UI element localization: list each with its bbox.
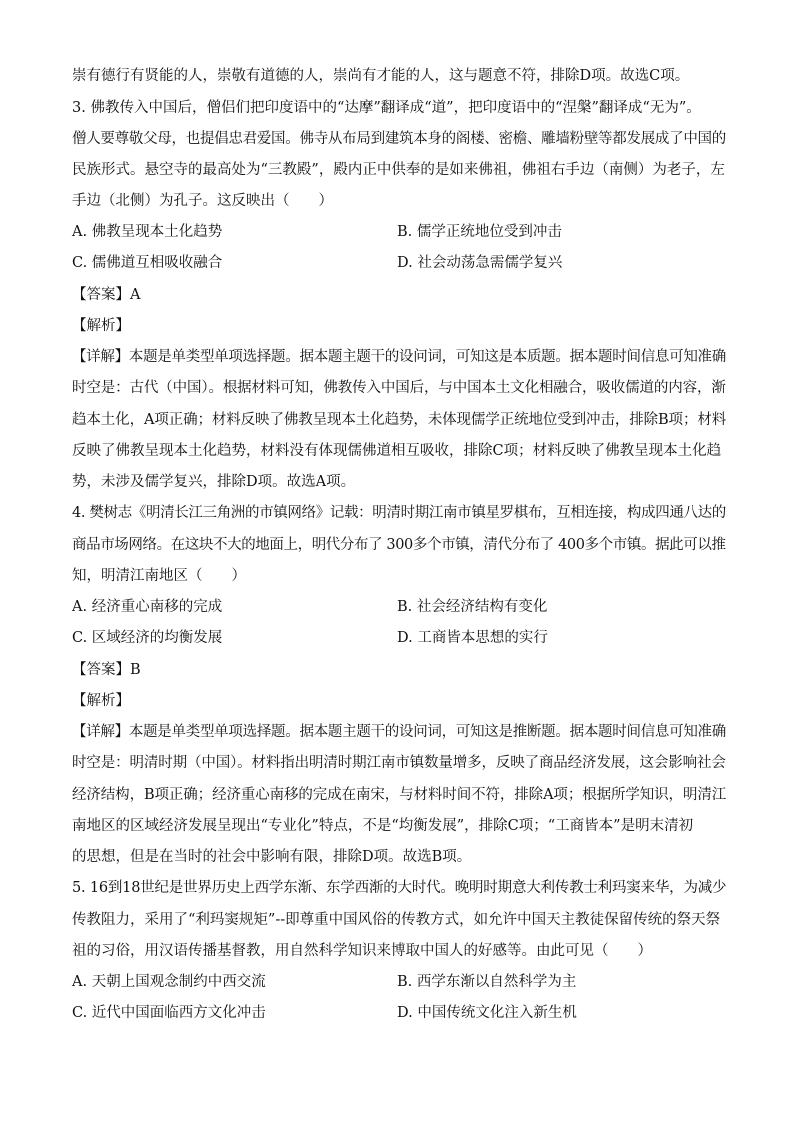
q4-stem-line-3: 知，明清江南地区（ ） [72, 568, 246, 584]
q4-stem-line-1: 4. 樊树志《明清长江三角洲的市镇网络》记载：明清时期江南市镇星罗棋布，互相连接，构成四通八达的 [72, 505, 726, 521]
q4-option-c: C. 区域经济的均衡发展 [72, 630, 223, 646]
q3-option-b: B. 儒学正统地位受到冲击 [397, 224, 562, 240]
q3-option-c: C. 儒佛道互相吸收融合 [72, 255, 223, 271]
q4-option-d: D. 工商皆本思想的实行 [397, 630, 548, 646]
q3-analysis-heading: 【解析】 [72, 318, 130, 334]
q4-analysis-heading: 【解析】 [72, 693, 130, 709]
q3-option-d: D. 社会动荡急需儒学复兴 [397, 255, 563, 271]
q3-option-a: A. 佛教呈现本土化趋势 [72, 224, 223, 240]
q5-option-d: D. 中国传统文化注入新生机 [397, 1005, 577, 1021]
q5-option-a: A. 天朝上国观念制约中西交流 [72, 974, 266, 990]
q3-stem-line-3: 民族形式。悬空寺的最高处为“三教殿”，殿内正中供奉的是如来佛祖，佛祖右手边（南侧）为老子，左 [72, 162, 725, 178]
q4-detail-line-3: 经济结构，B项正确；经济重心南移的完成在南宋，与材料时间不符，排除A项；根据所学知识，明清江 [72, 787, 727, 803]
q4-detail-line-5: 的思想，但是在当时的社会中影响有限，排除D项。故选B项。 [72, 849, 472, 865]
q3-detail-line-3: 趋本土化，A项正确；材料反映了佛教呈现本土化趋势，未体现儒学正统地位受到冲击，排除B项；材料 [72, 412, 727, 428]
q4-answer: 【答案】B [72, 662, 141, 678]
q3-detail-line-1: 【详解】本题是单类型单项选择题。据本题主题干的设问词，可知这是本质题。据本题时间信息可知准确 [72, 349, 726, 365]
q4-detail-line-2: 时空是：明清时期（中国）。材料指出明清时期江南市镇数量增多，反映了商品经济发展，这会影响社会 [72, 755, 726, 771]
q4-stem-line-2: 商品市场网络。在这块不大的地面上，明代分布了 300多个市镇，清代分布了 400多个市镇。据此可以推 [72, 537, 726, 553]
q3-stem-line-4: 手边（北侧）为孔子。这反映出（ ） [72, 193, 333, 209]
q4-option-b: B. 社会经济结构有变化 [397, 599, 548, 615]
q5-option-c: C. 近代中国面临西方文化冲击 [72, 1005, 266, 1021]
q2-explanation-end: 崇有德行有贤能的人，崇敬有道德的人，崇尚有才能的人，这与题意不符，排除D项。故选C项。 [72, 68, 690, 84]
q5-option-b: B. 西学东渐以自然科学为主 [397, 974, 577, 990]
q4-option-a: A. 经济重心南移的完成 [72, 599, 223, 615]
q4-detail-line-4: 南地区的区域经济发展呈现出“专业化”特点，不是“均衡发展”，排除C项；“工商皆本”是明末清初 [72, 818, 694, 834]
q3-answer: 【答案】A [72, 287, 141, 303]
q3-stem-line-2: 僧人要尊敬父母，也提倡忠君爱国。佛寺从布局到建筑本身的阁楼、密檐、雕墙粉壁等都发展成了中国的 [72, 131, 726, 147]
q5-stem-line-3: 祖的习俗，用汉语传播基督教，用自然科学知识来博取中国人的好感等。由此可见（ ） [72, 943, 652, 959]
q5-stem-line-2: 传教阻力，采用了“利玛窦规矩”--即尊重中国风俗的传教方式，如允许中国天主教徒保留传统的祭天祭 [72, 912, 721, 928]
q3-detail-line-4: 反映了佛教呈现本土化趋势，材料没有体现儒佛道相互吸收，排除C项；材料反映了佛教呈现本土化趋 [72, 443, 722, 459]
q3-detail-line-2: 时空是：古代（中国）。根据材料可知，佛教传入中国后，与中国本土文化相融合，吸收儒道的内容，渐 [72, 380, 726, 396]
q3-detail-line-5: 势，未涉及儒学复兴，排除D项。故选A项。 [72, 474, 356, 490]
q4-detail-line-1: 【详解】本题是单类型单项选择题。据本题主题干的设问词，可知这是推断题。据本题时间信息可知准确 [72, 724, 726, 740]
q5-stem-line-1: 5. 16到18世纪是世界历史上西学东渐、东学西渐的大时代。晚明时期意大利传教士利玛窦来华，为减少 [72, 880, 727, 896]
q3-stem-line-1: 3. 佛教传入中国后，僧侣们把印度语中的“达摩”翻译成“道”，把印度语中的“涅槃”翻译成“无为”。 [72, 100, 701, 116]
